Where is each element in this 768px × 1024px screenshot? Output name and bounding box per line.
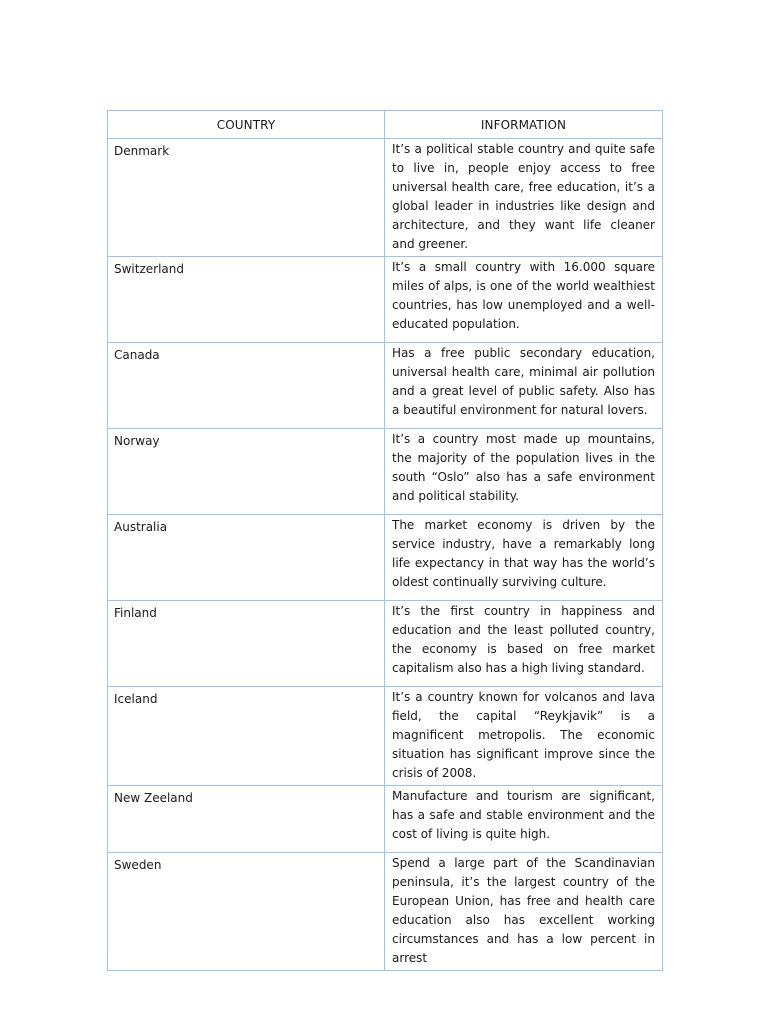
information-cell (385, 786, 663, 853)
information-cell (385, 139, 663, 257)
country-information-table (107, 110, 663, 971)
information-cell (385, 601, 663, 687)
country-name: Australia (114, 520, 168, 534)
country-cell (108, 139, 385, 257)
country-information: It’s a small country with 16.000 square miles of alps, is one of the world wealthiest countries, has low unemployed and a well-educated population. (392, 260, 655, 331)
country-cell (108, 687, 385, 786)
country-name: Sweden (114, 858, 162, 872)
country-name: Finland (114, 606, 157, 620)
country-information: It’s a country most made up mountains, the majority of the population lives in the south “Oslo” also has a safe environment and political stability. (392, 432, 655, 503)
country-information: The market economy is driven by the service industry, have a remarkably long life expectancy in that way has the world’s oldest continually surviving culture. (392, 518, 655, 589)
table-row (108, 343, 663, 429)
table-row (108, 687, 663, 786)
country-cell (108, 786, 385, 853)
country-name: Iceland (114, 692, 158, 706)
country-information: It’s a political stable country and quite safe to live in, people enjoy access to free universal health care, free education, it’s a global leader in industries like design and architecture, and they want life cleaner and greener. (392, 142, 655, 251)
country-name: Denmark (114, 144, 170, 158)
information-cell (385, 343, 663, 429)
country-information: Has a free public secondary education, universal health care, minimal air pollution and a great level of public safety. Also has a beautiful environment for natural lovers. (392, 346, 655, 417)
header-information: INFORMATION (385, 111, 663, 139)
country-cell (108, 515, 385, 601)
country-name: Norway (114, 434, 160, 448)
table-row (108, 853, 663, 971)
table-row (108, 429, 663, 515)
information-cell (385, 687, 663, 786)
country-cell (108, 601, 385, 687)
table-row (108, 515, 663, 601)
table-row (108, 257, 663, 343)
country-name: Switzerland (114, 262, 184, 276)
country-information: It’s a country known for volcanos and lava field, the capital “Reykjavik” is a magnificent metropolis. The economic situation has significant improve since the crisis of 2008. (392, 690, 655, 780)
country-information: Spend a large part of the Scandinavian peninsula, it’s the largest country of the European Union, has free and health care education also has excellent working circumstances and has a low percent in arrest (392, 856, 655, 965)
information-cell (385, 515, 663, 601)
table-row (108, 601, 663, 687)
country-cell (108, 343, 385, 429)
country-name: Canada (114, 348, 160, 362)
country-cell (108, 429, 385, 515)
country-cell (108, 257, 385, 343)
header-country: COUNTRY (108, 111, 385, 139)
information-cell (385, 853, 663, 971)
table-header-row (108, 111, 663, 139)
information-cell (385, 257, 663, 343)
country-information: Manufacture and tourism are significant, has a safe and stable environment and the cost of living is quite high. (392, 789, 655, 841)
country-name: New Zeeland (114, 791, 193, 805)
table-row (108, 139, 663, 257)
table-row (108, 786, 663, 853)
country-cell (108, 853, 385, 971)
information-cell (385, 429, 663, 515)
country-information: It’s the first country in happiness and education and the least polluted country, the economy is based on free market capitalism also has a high living standard. (392, 604, 655, 675)
